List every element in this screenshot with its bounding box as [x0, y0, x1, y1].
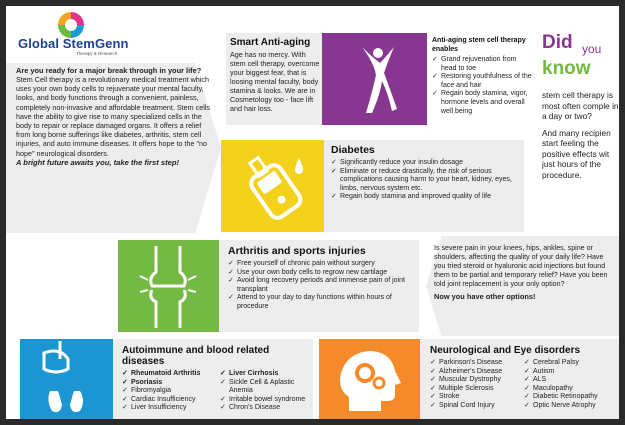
autoimmune-image-box	[20, 339, 113, 419]
brand-logo-icon	[58, 12, 84, 38]
brain-gears-icon	[319, 339, 420, 419]
intro-tagline: A bright future awaits you, take the first step!	[16, 157, 180, 167]
knee-joint-icon	[118, 240, 219, 332]
list-item: ✓ Significantly reduce your insulin dosage	[331, 159, 521, 168]
did-label: Did	[542, 32, 573, 53]
diabetes-section	[331, 144, 521, 202]
arthritis-image-box	[118, 240, 219, 332]
intro-block	[16, 66, 216, 167]
list-item: ✓ Regain body stamina and improved quality of life	[331, 193, 521, 202]
did-you-know-text-2: And many recipien start feeling the positive effects wit just hours of the procedure.	[542, 127, 611, 180]
arthritis-title: Arthritis and sports injuries	[228, 245, 366, 257]
list-item: ✓ ALS	[524, 376, 612, 385]
smart-anti-aging-body: Age has no mercy. With stem cell therapy, overcome your biggest fear, that is loosing mental faculty, body stamina & looks. We are in Cosmetology too - face lift and hair loss.	[230, 50, 320, 113]
pain-questions-cta: Now you have other options!	[434, 292, 536, 301]
list-item: ✓ Optic Nerve Atrophy	[524, 402, 612, 411]
anti-aging-list	[432, 37, 532, 116]
diabetes-title: Diabetes	[331, 144, 375, 156]
list-item: ✓ Restoring youthfulness of the face and hair	[432, 73, 532, 90]
list-item: ✓ Cerebral Palsy	[524, 359, 612, 368]
brochure-page	[6, 6, 619, 419]
brand-subtitle: Therapy & Research	[76, 51, 118, 56]
neuro-image-box	[319, 339, 420, 419]
list-item: ✓ Liver Insufficiency	[122, 404, 214, 413]
neuro-section	[430, 345, 619, 411]
did-you-know-text-1: stem cell therapy is most often comple in a day or two?	[542, 90, 619, 121]
list-item: ✓ Grand rejuvenation from head to toe	[432, 56, 532, 73]
anti-aging-image-box	[322, 33, 427, 125]
list-item: ✓ Fibromyalgia	[122, 387, 214, 396]
pain-questions-text: Is severe pain in your knees, hips, ankles, spine or shoulders, affecting the quality of your daily life? Have you tried steroid or hyaluronic acid injections but found them to be partial and temporary relief? Have you been told joint replacement is your only option?	[434, 244, 608, 288]
list-item: ✓ Rheumatoid Arthritis	[122, 370, 214, 379]
list-item: ✓ Muscular Dystrophy	[430, 376, 518, 385]
know-label: know	[542, 58, 591, 79]
organs-icon	[20, 339, 113, 419]
dancing-figure-icon	[322, 33, 427, 125]
diabetes-image-box	[221, 140, 324, 232]
list-item: ✓ Sickle Cell & Aplastic Anemia	[220, 379, 312, 396]
autoimmune-title: Autoimmune and blood related diseases	[122, 345, 270, 367]
list-item: ✓ Diabetic Retinopathy	[524, 393, 612, 402]
list-item: ✓ Free yourself of chronic pain without surgery	[228, 260, 418, 269]
brand-name: Global StemGenn	[18, 36, 129, 51]
smart-anti-aging-section	[230, 37, 320, 113]
autoimmune-section	[122, 345, 312, 413]
you-label: you	[582, 42, 602, 56]
list-item: ✓ Autism	[524, 368, 612, 377]
list-item: ✓ Liver Cirrhosis	[220, 370, 312, 379]
list-item: ✓ Parkinson's Disease	[430, 359, 518, 368]
list-item: ✓ Maculopathy	[524, 385, 612, 394]
neuro-title: Neurological and Eye disorders	[430, 345, 581, 356]
arthritis-section	[228, 245, 418, 312]
list-item: ✓ Irritable bowel syndrome	[220, 396, 312, 405]
did-you-know-text	[542, 90, 619, 180]
list-item: ✓ Eliminate or reduce drastically, the risk of serious complications causing harm to your heart, kidney, eyes, limbs, nervous system etc.	[331, 168, 521, 194]
list-item: ✓ Stroke	[430, 393, 518, 402]
list-item: ✓ Chron's Disease	[220, 404, 312, 413]
intro-question: Are you ready for a major break through in your life?	[16, 66, 202, 75]
list-item: ✓ Multiple Sclerosis	[430, 385, 518, 394]
list-item: ✓ Alzheimer's Disease	[430, 368, 518, 377]
pain-questions	[434, 244, 614, 302]
list-item: ✓ Attend to your day to day functions within hours of procedure	[228, 294, 418, 311]
list-item: ✓ Regain body stamina, vigor, hormone levels and overall well being	[432, 90, 532, 116]
list-item: ✓ Use your own body cells to regrow new cartilage	[228, 269, 418, 278]
intro-body: Stem Cell therapy is a revolutionary medical treatment which uses your own body cells to rejuvenate your mental faculty, looks, and body functions through a convenient, painless, completely non-invasive and affordable treatment. Stem cells have the ability to give rise to many specialized cells in the body to repair or replace damaged organs. It offers a relief from long borne sufferings like diabetes, arthritis, stem cell injuries, and auto immune diseases. It offers hope to the "no hope" neurological disorders.	[16, 75, 211, 158]
list-item: ✓ Psoriasis	[122, 379, 214, 388]
list-item: ✓ Cardiac Insufficiency	[122, 396, 214, 405]
list-item: ✓ Avoid long recovery periods and immense pain of joint transplant	[228, 277, 418, 294]
smart-anti-aging-title: Smart Anti-aging	[230, 37, 311, 48]
anti-aging-list-title: Anti-aging stem cell therapy enables	[432, 37, 526, 53]
glucose-meter-icon	[221, 140, 324, 232]
list-item: ✓ Spinal Cord Injury	[430, 402, 518, 411]
